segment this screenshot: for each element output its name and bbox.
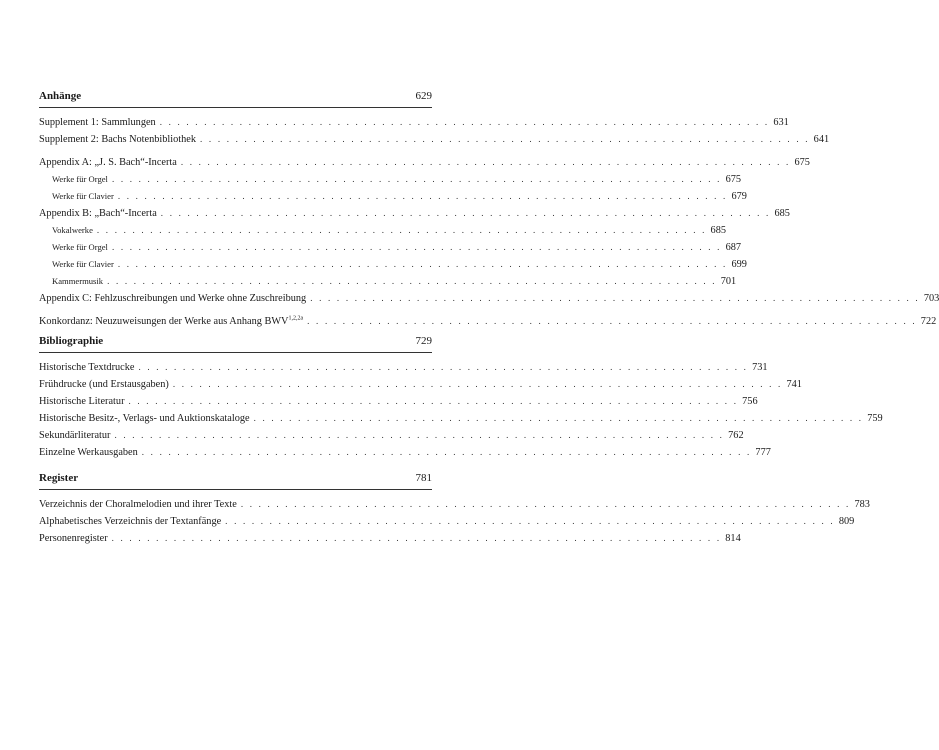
toc-entry[interactable]	[39, 427, 744, 444]
toc-entry-page: 814	[725, 533, 741, 544]
toc-entry-title: Sekundärliteratur	[39, 430, 111, 441]
dot-leader: . . . . . . . . . . . . . . . . . . . . . . . . . . . . . . . . . . . . . . . . . . . . . . . . . . . . . . . . . . . . . . . . . . . . .	[240, 499, 851, 509]
toc-entry-page: 685	[774, 208, 790, 219]
toc-entry-title: Frühdrucke (und Erstausgaben)	[39, 379, 169, 390]
toc-entry-title: Vokalwerke	[52, 225, 93, 235]
dot-leader: . . . . . . . . . . . . . . . . . . . . . . . . . . . . . . . . . . . . . . . . . . . . . . . . . . . . . . . . . . . . . . . . . . . . .	[114, 430, 725, 440]
section-divider	[39, 489, 432, 490]
section-heading	[39, 88, 432, 104]
toc-entry-title: Supplement 2: Bachs Notenbibliothek	[39, 134, 197, 145]
section-heading	[39, 333, 432, 349]
toc-entry[interactable]	[39, 410, 883, 427]
toc-entry-title: Appendix A: „J. S. Bach“-Incerta	[39, 157, 177, 168]
dot-leader: . . . . . . . . . . . . . . . . . . . . . . . . . . . . . . . . . . . . . . . . . . . . . . . . . . . . . . . . . . . . . . . . . . . . .	[180, 157, 791, 167]
toc-entry[interactable]	[39, 154, 810, 171]
dot-leader: . . . . . . . . . . . . . . . . . . . . . . . . . . . . . . . . . . . . . . . . . . . . . . . . . . . . . . . . . . . . . . . . . . . . .	[128, 396, 739, 406]
dot-leader: . . . . . . . . . . . . . . . . . . . . . . . . . . . . . . . . . . . . . . . . . . . . . . . . . . . . . . . . . . . . . . . . . . . . .	[111, 242, 722, 252]
toc-entry-title: Historische Textdrucke	[39, 362, 135, 373]
toc-entry-page: 777	[755, 447, 771, 458]
toc-subentry[interactable]	[39, 188, 747, 205]
toc-entry-title: Werke für Clavier	[52, 191, 114, 201]
toc-entry[interactable]	[39, 376, 802, 393]
dot-leader: . . . . . . . . . . . . . . . . . . . . . . . . . . . . . . . . . . . . . . . . . . . . . . . . . . . . . . . . . . . . . . . . . . . . .	[172, 379, 783, 389]
dot-leader: . . . . . . . . . . . . . . . . . . . . . . . . . . . . . . . . . . . . . . . . . . . . . . . . . . . . . . . . . . . . . . . . . . . . .	[117, 259, 728, 269]
dot-leader: . . . . . . . . . . . . . . . . . . . . . . . . . . . . . . . . . . . . . . . . . . . . . . . . . . . . . . . . . . . . . . . . . . . . .	[96, 225, 707, 235]
toc-entry[interactable]	[39, 444, 771, 461]
dot-leader: . . . . . . . . . . . . . . . . . . . . . . . . . . . . . . . . . . . . . . . . . . . . . . . . . . . . . . . . . . . . . . . . . . . . .	[117, 191, 728, 201]
toc-subentry[interactable]	[39, 256, 747, 273]
toc-entry-title: Appendix B: „Bach“-Incerta	[39, 208, 157, 219]
toc-subentry[interactable]	[39, 273, 737, 290]
toc-entry-title-text: Konkordanz: Neuzuweisungen der Werke aus Anhang BWV	[39, 316, 289, 327]
toc-entry[interactable]	[39, 313, 937, 330]
toc-entry-title: Historische Literatur	[39, 396, 125, 407]
toc-entry-page: 701	[720, 276, 737, 287]
section-heading	[39, 470, 432, 486]
section-divider	[39, 352, 432, 353]
dot-leader: . . . . . . . . . . . . . . . . . . . . . . . . . . . . . . . . . . . . . . . . . . . . . . . . . . . . . . . . . . . . . . . . . . . . .	[111, 174, 722, 184]
toc-entry-page: 703	[923, 293, 939, 304]
toc-subentry[interactable]	[39, 171, 742, 188]
toc-entry[interactable]	[39, 359, 768, 376]
toc-entry[interactable]	[39, 513, 855, 530]
dot-leader: . . . . . . . . . . . . . . . . . . . . . . . . . . . . . . . . . . . . . . . . . . . . . . . . . . . . . . . . . . . . . . . . . . . . .	[141, 447, 752, 457]
toc-entry[interactable]	[39, 114, 789, 131]
toc-entry-page: 722	[920, 316, 937, 327]
toc-entry-page: 631	[773, 117, 789, 128]
toc-entry-page: 762	[728, 430, 744, 441]
toc-subentry[interactable]	[39, 222, 726, 239]
toc-entry-page: 756	[742, 396, 758, 407]
toc-entry[interactable]	[39, 496, 870, 513]
dot-leader: . . . . . . . . . . . . . . . . . . . . . . . . . . . . . . . . . . . . . . . . . . . . . . . . . . . . . . . . . . . . . . . . . . . . .	[138, 362, 749, 372]
dot-leader: . . . . . . . . . . . . . . . . . . . . . . . . . . . . . . . . . . . . . . . . . . . . . . . . . . . . . . . . . . . . . . . . . . . . .	[225, 516, 835, 526]
toc-entry-title: Appendix C: Fehlzuschreibungen und Werke ohne Zuschreibung	[39, 293, 307, 304]
dot-leader: . . . . . . . . . . . . . . . . . . . . . . . . . . . . . . . . . . . . . . . . . . . . . . . . . . . . . . . . . . . . . . . . . . . . .	[160, 208, 771, 218]
dot-leader: . . . . . . . . . . . . . . . . . . . . . . . . . . . . . . . . . . . . . . . . . . . . . . . . . . . . . . . . . . . . . . . . . . . . .	[159, 117, 770, 127]
toc-entry[interactable]	[39, 290, 939, 307]
toc-entry-page: 809	[838, 516, 855, 527]
section-heading-page: 729	[415, 335, 432, 347]
toc-entry-page: 675	[725, 174, 742, 185]
toc-entry-title: Werke für Clavier	[52, 259, 114, 269]
toc-entry-page: 685	[710, 225, 726, 236]
toc-entry[interactable]	[39, 393, 758, 410]
toc-entry[interactable]	[39, 530, 741, 547]
section-heading-page: 781	[415, 472, 432, 484]
toc-entry-page: 679	[731, 191, 747, 202]
dot-leader: . . . . . . . . . . . . . . . . . . . . . . . . . . . . . . . . . . . . . . . . . . . . . . . . . . . . . . . . . . . . . . . . . . . . .	[310, 293, 920, 303]
dot-leader: . . . . . . . . . . . . . . . . . . . . . . . . . . . . . . . . . . . . . . . . . . . . . . . . . . . . . . . . . . . . . . . . . . . . .	[107, 276, 717, 286]
toc-page	[39, 0, 939, 750]
toc-entry-page: 783	[854, 499, 870, 510]
dot-leader: . . . . . . . . . . . . . . . . . . . . . . . . . . . . . . . . . . . . . . . . . . . . . . . . . . . . . . . . . . . . . . . . . . . . .	[307, 316, 917, 326]
toc-entry-page: 759	[867, 413, 883, 424]
section-divider	[39, 107, 432, 108]
toc-entry-title: Supplement 1: Sammlungen	[39, 117, 156, 128]
toc-entry-title: Verzeichnis der Choralmelodien und ihrer Texte	[39, 499, 237, 510]
toc-entry-title: Werke für Orgel	[52, 174, 108, 184]
toc-entry-page: 731	[752, 362, 768, 373]
toc-section-bibliographie	[39, 333, 883, 461]
toc-entry-superscript: 1,2,2a	[288, 315, 304, 322]
toc-entry-title	[39, 313, 303, 330]
toc-entry-title: Alphabetisches Verzeichnis der Textanfänge	[39, 516, 222, 527]
toc-entry-page: 675	[794, 157, 810, 168]
dot-leader: . . . . . . . . . . . . . . . . . . . . . . . . . . . . . . . . . . . . . . . . . . . . . . . . . . . . . . . . . . . . . . . . . . . . .	[200, 134, 810, 144]
toc-entry-page: 687	[725, 242, 742, 253]
toc-entry-page: 741	[786, 379, 802, 390]
toc-section-register	[39, 470, 870, 547]
toc-section-anhaenge	[39, 88, 939, 330]
toc-entry-title: Historische Besitz-, Verlags- und Auktionskataloge	[39, 413, 250, 424]
toc-entry[interactable]	[39, 131, 830, 148]
section-heading-page: 629	[415, 90, 432, 102]
dot-leader: . . . . . . . . . . . . . . . . . . . . . . . . . . . . . . . . . . . . . . . . . . . . . . . . . . . . . . . . . . . . . . . . . . . . .	[111, 533, 722, 543]
dot-leader: . . . . . . . . . . . . . . . . . . . . . . . . . . . . . . . . . . . . . . . . . . . . . . . . . . . . . . . . . . . . . . . . . . . . .	[253, 413, 864, 423]
toc-entry-title: Personenregister	[39, 533, 108, 544]
section-heading-title: Anhänge	[39, 90, 82, 102]
toc-entry-page: 699	[731, 259, 747, 270]
toc-entry-page: 641	[813, 134, 830, 145]
toc-entry-title: Einzelne Werkausgaben	[39, 447, 138, 458]
toc-entry-title: Kammermusik	[52, 276, 104, 286]
toc-subentry[interactable]	[39, 239, 742, 256]
toc-entry-title: Werke für Orgel	[52, 242, 108, 252]
toc-entry[interactable]	[39, 205, 790, 222]
section-heading-title: Bibliographie	[39, 335, 104, 347]
section-heading-title: Register	[39, 472, 79, 484]
